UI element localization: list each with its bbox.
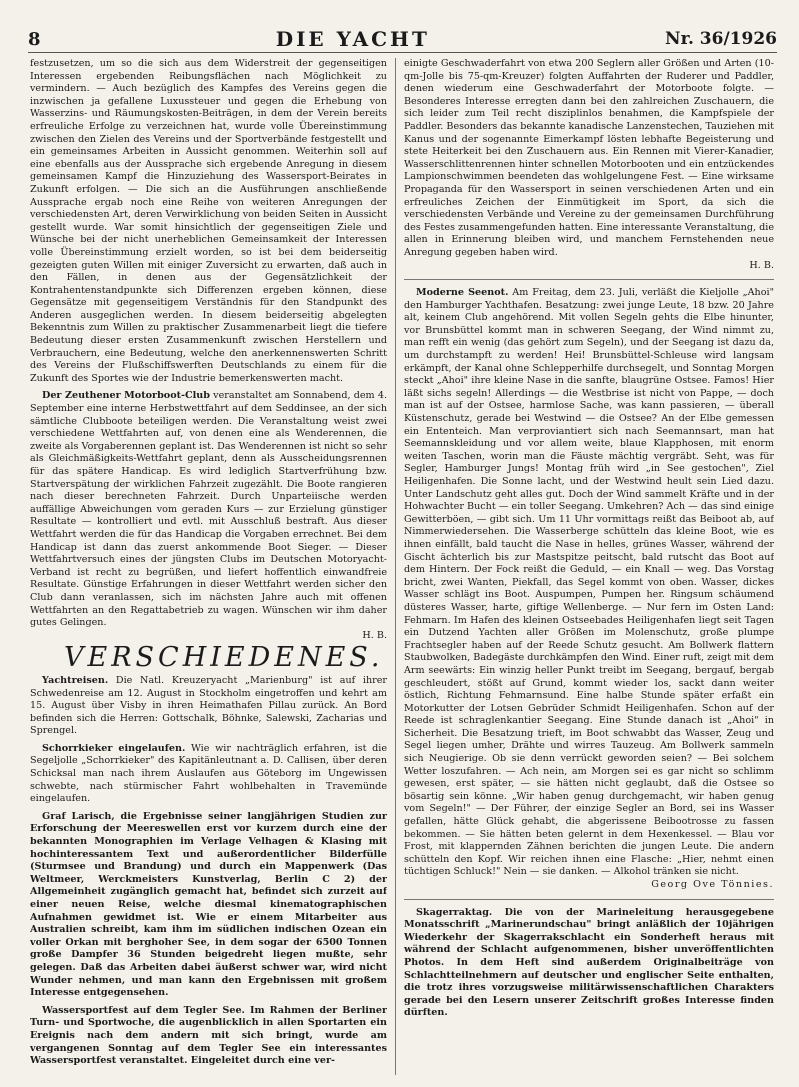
seenot-heading: Moderne Seenot. (416, 287, 509, 299)
article-divider (404, 279, 774, 280)
larisch-heading: Graf Larisch, (42, 810, 115, 822)
section-title: VERSCHIEDENES. (64, 642, 384, 674)
intro-paragraph: festzusetzen, um so die sich aus dem Widerstreit der gegenseitigen Interessen ergebenden Reibungsflächen nach Möglichkeit zu vermindern. — Auch bezüglich des Kampfes des Vereins gegen die inzwischen ja gefallene Luxussteuer und gegen die Erhebung von Wasserzins- und Räumungskosten-Beiträgen, in dem der Verein bereits erfreuliche Erfolge zu verzeichnen hat, wurde volle Übereinstimmung zwischen den Zielen des Vereins und der Sportverbände festgestellt und ein gemeinsames Arbeiten in Aussicht genommen. Weiterhin soll auf eine ebenfalls aus der Aussprache sich ergebende Anregung in diesem gemeinsamen Kampf die Hinzuziehung des Wassersport-Beirates in Zukunft erfolgen. — Die sich an die Ausführungen anschließende Aussprache ergab noch eine Reihe von weiteren Anregungen der verschiedensten Art, deren Verwirklichung von beiden Seiten in Aussicht gestellt wurde. War somit hinsichtlich der gegenseitigen Ziele und Wünsche bei der nicht unerheblichen Gemeinsamkeit der Interessen volle Übereinstimmung erzielt worden, so ist bei dem beiderseitig gezeigten guten Willen mit einiger Zuversicht zu erwarten, daß auch in den Fällen, in denen aus der Gegensätzlichkeit der Kontrahentenstandpunkte sich Differenzen ergeben können, diese Gegensätze mit gegenseitigem Verständnis für den Standpunkt des Anderen ausgeglichen werden. In diesem beiderseitig abgelegten Bekenntnis zum Willen zu praktischer Zusammenarbeit liegt die tiefere Bedeutung dieser ersten Zusammenkunft zwischen Herstellern und Verbrauchern, eine Bedeutung, welche den anerkennenswerten Schritt des Vereins der Flußschiffswerften Deutschlands zu einem für die Zukunft des Sportes wie der Industrie bemerkenswerten macht. (30, 58, 387, 384)
tegler-heading: Wassersportfest auf dem Tegler See. (42, 1004, 245, 1016)
tegler-body: Im Rahmen der Berliner Turn- und Sportwoche, die augenblicklich in allen Sportarten ein Ereignis nach dem andern mit sich bringt, wurde am vergangenen Sonntag auf dem Tegler See ein interessantes Wassersportfest veranstaltet. Eingeleitet durch eine ver- (30, 1004, 387, 1067)
larisch-article (30, 811, 387, 1000)
schorr-article (30, 743, 387, 806)
schorr-body: Wie wir nachträglich erfahren, ist die Segeljolle „Schorrkieker" des Kapitänleutnant a. D. Callisen, über deren Schicksal man nach ihrem Auslaufen aus Göteborg im Ungewissen schwebte, nach stürmischer Fahrt wohlbehalten in Travemünde eingelaufen. (30, 742, 387, 805)
tegler-continuation-text: einigte Geschwaderfahrt von etwa 200 Seglern aller Größen und Arten (10-qm-Jolle bis 75-qm-Kreuzer) folgten Auffahrten der Ruderer und Paddler, denen wiederum eine Geschwaderfahrt der Motorboote folgte. — Besonderes Interesse erregten dann bei den zahlreichen Zuschauern, die sich leider zum Teil recht disziplinlos benahmen, die Kampfspiele der Paddler. Besonders das bekannte kanadische Lanzenstechen, Tauziehen mit Kanus und der sogenannte Eimerkampf lösten lebhafte Begeisterung und stete Heiterkeit bei den Zuschauern aus. Ein Rennen mit Vierer-Kanadier, Wasserschlittenrennen hinter schnellen Motorbooten und ein entzückendes Lampionschwimmen beendeten das wohlgelungene Fest. — Eine wirksame Propaganda für den Wassersport in seinen verschiedenen Arten und ein erfreuliches Zeichen der Einmütigkeit im Sport, da sich die verschiedensten Verbände und Vereine zu der gemeinsamen Durchführung des Festes zusammengefunden hatten. Eine interessante Veranstaltung, die allen in Erinnerung bleiben wird, und manchem Fernstehenden neue Anregung gegeben haben wird. (404, 58, 774, 258)
zeuthen-body: veranstaltet am Sonnabend, dem 4. September eine interne Herbstwettfahrt auf dem Seddinsee, an der sich sämtliche Clubboote beteiligen werden. Die Veranstaltung weist zwei verschiedene Wettfahrten auf, von denen eine als Wenderennen, die zweite als Vorgaberennen geplant ist. Das Wenderennen ist nicht so sehr als Gleichmäßigkeits-Wettfahrt geplant, denn als Ausscheidungsrennen für das spätere Handicap. Es wird lediglich Startverfrühung bzw. Startverspätung der wirklichen Fahrzeit zugezählt. Die Boote rangieren nach dieser berechneten Fahrzeit. Durch Unparteiische werden auffällige Abweichungen vom geraden Kurs — zur Erzielung günstiger Resultate — kontrolliert und evtl. mit Ausschluß bestraft. Aus dieser Wettfahrt werden die für das Handicap die Vorgaben errechnet. Bei dem Handicap ist dann das zuerst ankommende Boot Sieger. — Dieser Wettfahrtversuch eines der jüngsten Clubs im Deutschen Motoryacht-Verband ist recht zu begrüßen, und liefert hoffentlich einwandfreie Resultate. Günstige Erfahrungen in dieser Wettfahrt werden sicher den Club dann veranlassen, sich im nächsten Jahre auch mit offenen Wettfahrten an den Regattabetrieb zu wagen. Wünschen wir ihm daher gutes Gelingen. (30, 390, 387, 629)
skag-body: Die von der Marineleitung herausgegebene Monatsschrift „Marinerundschau" bringt anläßlich der 10jährigen Wiederkehr der Skagerrakschlacht ein Sonderheft heraus mit während der Schlacht aufgenommenen, bisher unveröffentlichten Photos. In dem Heft sind außerdem Originalbeiträge von Schlachtteilnehmern auf deutscher und englischer Seite enthalten, die trotz ihres vorzugsweise militärwissenschaftlichen Charakters gerade bei den Lesern unserer Zeitschrift großes Interesse finden dürften. (404, 906, 774, 1019)
page-header (28, 26, 777, 53)
magazine-title: DIE YACHT (275, 27, 430, 51)
zeuthen-heading: Der Zeuthener Motorboot-Club (42, 390, 210, 402)
larisch-body: die Ergebnisse seiner langjährigen Studien zur Erforschung der Meereswellen erst vor kurzem durch eine der bekannten Monographien im Verlage Velhagen & Klasing mit hochinteressantem Text und außerordentlicher Bilderfülle (Sturmsee und Brandung) und durch ein Mappenwerk (Das Weltmeer, Werckmeisters Kunstverlag, Berlin C 2) der Allgemeinheit zugänglich gemacht hat, befindet sich zurzeit auf einer neuen Reise, welche diesmal kinematographischen Aufnahmen gewidmet ist. Wie er einem Mitarbeiter aus Australien schreibt, kam ihm im südlichen indischen Ozean ein voller Orkan mit berghoher See, in dem sogar der 6500 Tonnen große Dampfer 36 Stunden beigedreht liegen mußte, sehr gelegen. Daß das Arbeiten dabei äußerst schwer war, wird nicht Wunder nehmen, und man kann den Ergebnissen mit großem Interesse entgegensehen. (30, 810, 387, 999)
seenot-signature: Georg Ove Tönnies. (651, 879, 774, 890)
tegler-article (30, 1005, 387, 1068)
right-column (404, 58, 774, 1079)
seenot-article (404, 287, 774, 892)
zeuthen-signature: H. B. (362, 629, 387, 641)
tegler-continuation (404, 58, 774, 272)
skag-heading: Skagerraktag. (416, 906, 493, 918)
seenot-body: Am Freitag, dem 23. Juli, verläßt die Kieljolle „Ahoi" den Hamburger Yachthafen. Besatzung: zwei junge Leute, 18 bzw. 20 Jahre alt, keinem Club angehörend. Mit vollen Segeln gehts die Elbe hinunter, vor Brunsbüttel kommt man in schweren Seegang, der Wind nimmt zu, man refft ein wenig (das gehört zum Segeln), und der Seegang ist dazu da, um durchstampft zu werden! Hei! Brunsbüttel-Schleuse wird langsam erkämpft, der Kanal ohne Schlepperhilfe durchsegelt, und Sonntag Morgen steckt „Ahoi" ihre kleine Nase in die sanfte, blaugrüne Ostsee. Famos! Hier läßt sichs segeln! Allerdings — die Westbrise ist nicht von Pappe, — doch man ist auf der Ostsee, harmlose Sache, was kann passieren, — überall Küstenschutz, gerade bei Westwind — die Ostsee? An der Elbe gemessen ein Ententeich. Man verproviantiert sich nach Seemannsart, man hat Seemannskleidung und vor allem weite, blaue Klapphosen, mit enorm weiten Taschen, worin man die Fäuste mächtig vergräbt. Seht, was für Segler, Hamburger Jungs! Montag früh wird „in See gestochen", Ziel Heiligenhafen. Die Sonne lacht, und der Westwind heult sein Lied dazu. Unter Landschutz geht alles gut. Doch der Wind sammelt Kräfte und in der Hohwachter Bucht — ein toller Seegang. Umkehren? Ach — das sind einige Gewitterböen, — gibt sich. Um 11 Uhr vormittags reißt das Beiboot ab, auf Nimmerwiedersehen. Die Wasserberge schütteln das kleine Boot, wie es ihnen einfällt, bald taucht die Nase in helles, grünes Wasser, während der Gischt ächterlich bis zur Mastspitze peitscht, bald rutscht das Boot auf dem Hintern. Der Fock reißt die Geduld, — ein Knall — weg. Das Vorstag bricht, zwei Wanten, Piekfall, das Segel kommt von oben. Wasser, dickes Wasser schlägt ins Boot. Auspumpen, Pumpen her. Ringsum schäumend düsteres Wasser, harte, giftige Wellenberge. — Nur fern im Osten Land: Fehmarn. Im Hafen des kleinen Ostseebades Heiligenhafen liegt seit Tagen ein Dutzend Yachten aller Größen im Molenschutz, große plumpe Frachtsegler haben auf der Reede Schutz gesucht. Am Bollwerk flattern Staubwolken, Badegäste durchkämpfen den Wind. Einer ruft, zeigt mit dem Arm seewärts: Ein winzig heller Punkt treibt im Seegang, bergauf, bergab geschleudert, stößt auf Grund, kommt wieder los, sackt dann weiter östlich, Richtung Fehmarnsund. Eine halbe Stunde später erfaßt ein Motorkutter der Lotsen Gebrüder Schmidt Heiligenhafen. Schon auf der Reede ist schraglenkantier Seegang. Eine Stunde danach ist „Ahoi" in Sicherheit. Die Besatzung trieft, im Boot schwabbt das Wasser, Zeug und Segel liegen umher, Drähte und wirres Tauzeug. Am Bollwerk sammeln sich Neugierige. Ob sie denn verrückt geworden seien? — Bei solchem Wetter loszufahren. — Ach nein, am Morgen sei es gar nicht so schlimm gewesen, erst später, — sie hätten nicht geglaubt, daß die Ostsee so bösartig sein könne. „Wir haben genug durchgemacht, wir haben genug vom Segeln!" — Der Führer, der einzige Segler an Bord, sei ins Wasser gefallen, hätte Glück gehabt, die abgerissene Beibootrosse zu fassen bekommen. — Sie hätten beten gelernt in dem Hexenkessel. — Blau vor Frost, mit klappernden Zähnen berichten die jungen Leute. Die andern schütteln den Kopf. Wir reichen ihnen eine Flasche: „Hier, nehmt einen tüchtigen Schluck!" Nein — sie danken. — Alkohol tränken sie nicht. (404, 287, 774, 878)
skag-article (404, 907, 774, 1020)
page-number: 8 (28, 28, 41, 50)
yacht-article (30, 675, 387, 738)
schorr-heading: Schorrkieker eingelaufen. (42, 742, 186, 754)
article-divider-2 (404, 899, 774, 900)
column-divider (395, 58, 396, 1075)
yacht-heading: Yachtreisen. (42, 674, 109, 686)
yacht-body: Die Natl. Kreuzeryacht „Marienburg" ist auf ihrer Schwedenreise am 12. August in Stockholm eingetroffen und kehrt am 15. August über Visby in ihren Heimathafen Pillau zurück. An Bord befinden sich die Herren: Gottschalk, Böhnke, Salewski, Zacharias und Sprengel. (30, 674, 387, 737)
tegler-signature: H. B. (749, 259, 774, 271)
issue-number: Nr. 36/1926 (665, 29, 777, 49)
zeuthen-article (30, 390, 387, 642)
left-column (30, 58, 387, 1079)
